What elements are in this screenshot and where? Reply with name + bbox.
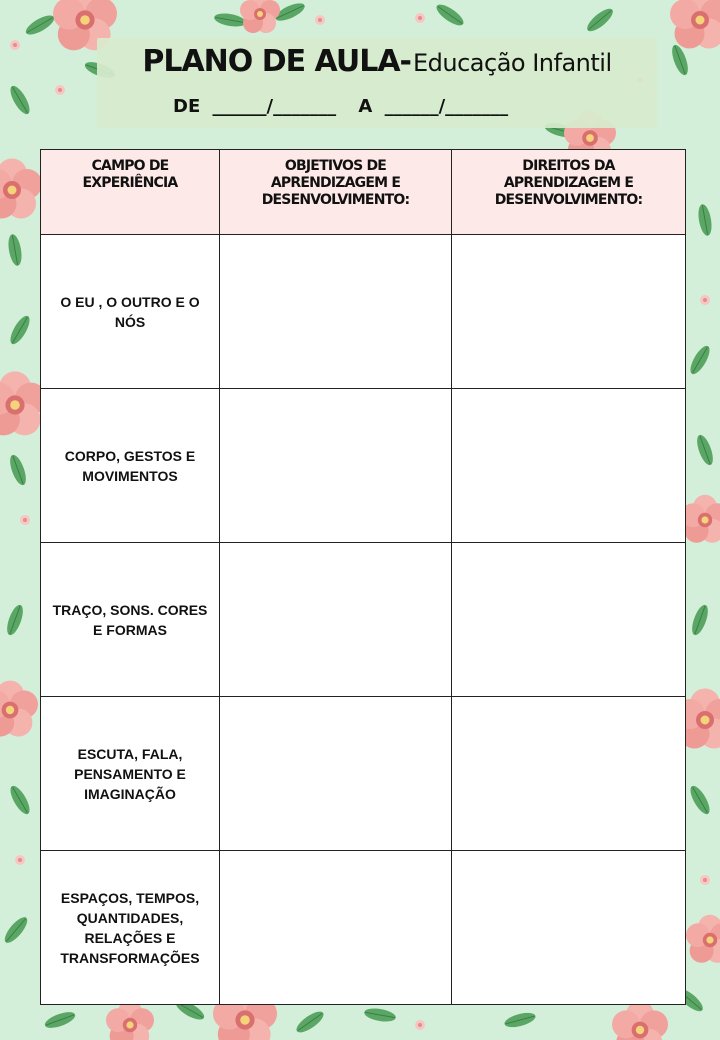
objetivos-cell[interactable] <box>220 235 452 389</box>
table-row <box>41 697 686 851</box>
column-header-campo-text: CAMPO DE EXPERIÊNCIA <box>82 158 178 191</box>
column-header-direitos <box>452 150 686 235</box>
objetivos-cell[interactable] <box>220 389 452 543</box>
objetivos-cell[interactable] <box>220 851 452 1005</box>
table-row <box>41 851 686 1005</box>
objetivos-cell[interactable] <box>220 543 452 697</box>
table-row <box>41 543 686 697</box>
campo-cell: ESPAÇOS, TEMPOS, QUANTIDADES, RELAÇÕES E TRANSFORMAÇÕES <box>41 851 220 1005</box>
campo-cell: TRAÇO, SONS. CORES E FORMAS <box>41 543 220 697</box>
column-header-objetivos <box>220 150 452 235</box>
objetivos-cell[interactable] <box>220 697 452 851</box>
table-row <box>41 389 686 543</box>
column-header-campo <box>41 150 220 235</box>
date-to-label: A <box>358 96 373 117</box>
date-to-field[interactable]: ______/_______ <box>384 96 509 117</box>
campo-cell: ESCUTA, FALA, PENSAMENTO E IMAGINAÇÃO <box>41 697 220 851</box>
table-header-row <box>41 150 686 235</box>
header-box <box>97 38 657 128</box>
title-subtitle: Educação Infantil <box>413 49 612 77</box>
title-main: PLANO DE AULA- <box>142 44 411 79</box>
direitos-cell[interactable] <box>452 851 686 1005</box>
date-from-label: DE <box>173 96 201 117</box>
date-from-field[interactable]: ______/_______ <box>212 96 337 117</box>
flower-decor-top-center <box>213 0 466 33</box>
column-header-direitos-text: DIREITOS DA APRENDIZAGEM E DESENVOLVIMENTO: <box>494 158 643 208</box>
campo-cell: CORPO, GESTOS E MOVIMENTOS <box>41 389 220 543</box>
column-header-objetivos-text: OBJETIVOS DE APRENDIZAGEM E DESENVOLVIMENTO: <box>261 158 410 208</box>
lesson-plan-table <box>40 149 686 1005</box>
date-range <box>173 96 514 117</box>
table-row <box>41 235 686 389</box>
direitos-cell[interactable] <box>452 697 686 851</box>
page-title <box>97 44 657 79</box>
campo-cell: O EU , O OUTRO E O NÓS <box>41 235 220 389</box>
direitos-cell[interactable] <box>452 389 686 543</box>
direitos-cell[interactable] <box>452 235 686 389</box>
direitos-cell[interactable] <box>452 543 686 697</box>
